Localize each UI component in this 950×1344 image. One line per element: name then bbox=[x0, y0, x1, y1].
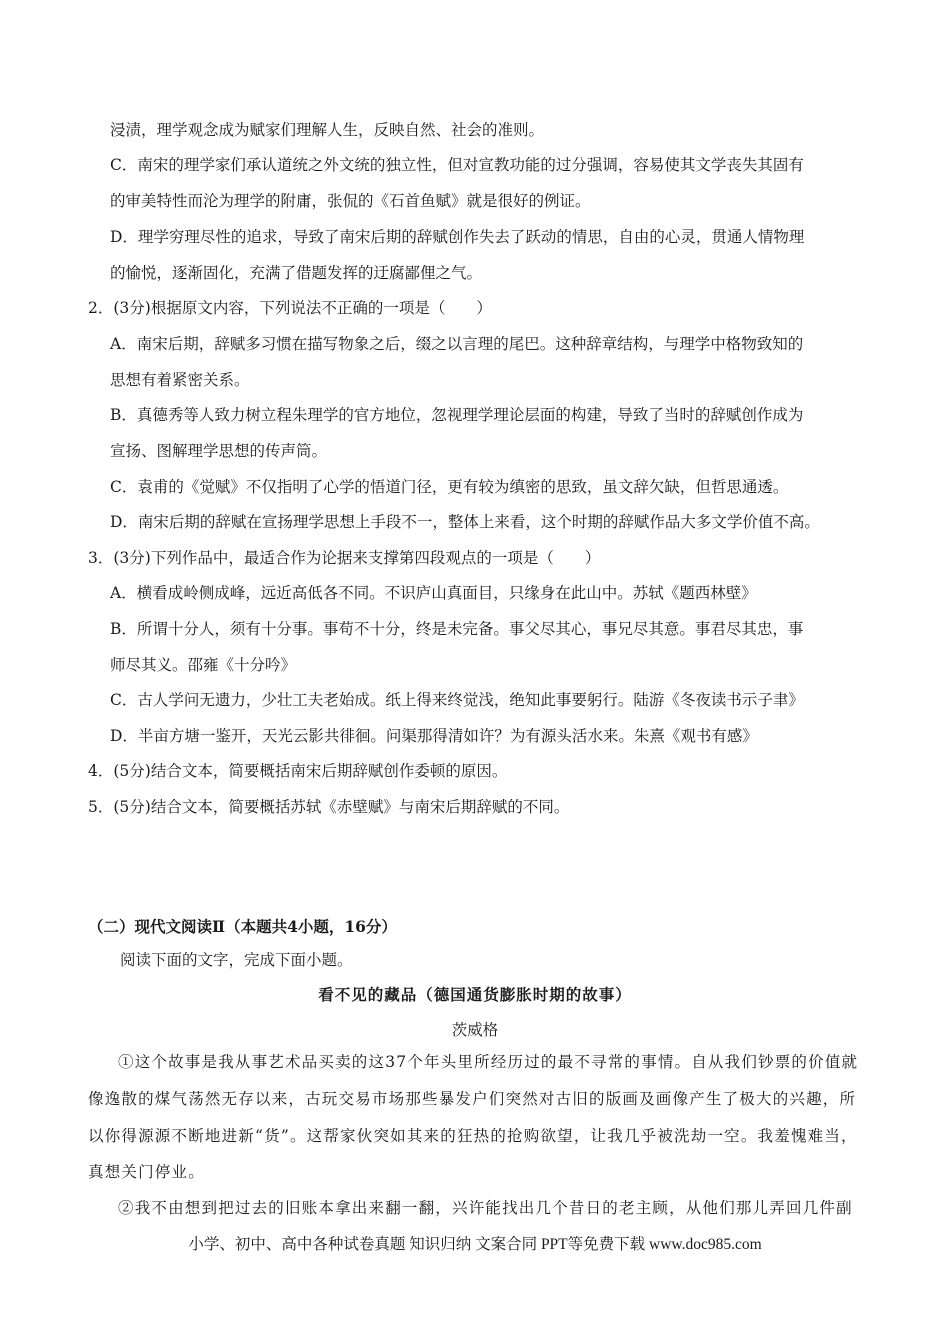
q1-option-c: C．南宋的理学家们承认道统之外文统的独立性，但对宣教功能的过分强调，容易使其文学丧失其固有 bbox=[110, 156, 804, 174]
paragraph-1-line-3: 以你得源源不断地进新“货”。这帮家伙突如其来的狂热的抢购欲望，让我几乎被洗劫一空。我羞愧难当， bbox=[88, 1127, 858, 1145]
q2-option-d: D．南宋后期的辞赋在宣扬理学思想上手段不一，整体上来看，这个时期的辞赋作品大多文学价值不高。 bbox=[110, 513, 820, 531]
q1-option-d: D．理学穷理尽性的追求，导致了南宋后期的辞赋创作失去了跃动的情思，自由的心灵，贯通人情物理 bbox=[110, 228, 805, 246]
q2-stem: 2．(3分)根据原文内容，下列说法不正确的一项是（ ） bbox=[88, 299, 492, 317]
q1-option-d-continuation: 的愉悦，逐渐固化，充满了借题发挥的迂腐鄙俚之气。 bbox=[110, 264, 483, 282]
q4-stem: 4．(5分)结合文本，简要概括南宋后期辞赋创作委顿的原因。 bbox=[88, 762, 508, 780]
story-title: 看不见的藏品（德国通货膨胀时期的故事） bbox=[318, 985, 632, 1004]
q3-option-b: B．所谓十分人，须有十分事。事苟不十分，终是未完备。事父尽其心，事兄尽其意。事君尽其忠，事 bbox=[110, 620, 804, 638]
paragraph-2-line-1: ②我不由想到把过去的旧账本拿出来翻一翻，兴许能找出几个昔日的老主顾，从他们那儿弄回几件副 bbox=[118, 1199, 853, 1217]
section-instruction: 阅读下面的文字，完成下面小题。 bbox=[120, 951, 353, 969]
q3-option-b-continuation: 师尽其义。邵雍《十分吟》 bbox=[110, 656, 297, 674]
story-author: 茨威格 bbox=[451, 1021, 499, 1039]
q3-option-c: C．古人学问无遗力，少壮工夫老始成。纸上得来终觉浅，绝知此事要躬行。陆游《冬夜读书示子聿》 bbox=[110, 691, 804, 709]
q2-option-b-continuation: 宣扬、图解理学思想的传声筒。 bbox=[110, 442, 328, 460]
q3-option-a: A．横看成岭侧成峰，远近高低各不同。不识庐山真面目，只缘身在此山中。苏轼《题西林壁》 bbox=[110, 584, 757, 602]
q3-option-d: D．半亩方塘一鉴开，天光云影共徘徊。问渠那得清如许？为有源头活水来。朱熹《观书有感》 bbox=[110, 727, 758, 745]
q3-stem: 3．(3分)下列作品中，最适合作为论据来支撑第四段观点的一项是（ ） bbox=[88, 549, 601, 567]
q5-stem: 5．(5分)结合文本，简要概括苏轼《赤壁赋》与南宋后期辞赋的不同。 bbox=[88, 798, 570, 816]
q1-option-b-continuation: 浸渍，理学观念成为赋家们理解人生，反映自然、社会的准则。 bbox=[110, 121, 545, 139]
paragraph-1-line-2: 像逸散的煤气荡然无存以来，古玩交易市场那些暴发户们突然对古旧的版画及画像产生了极大的兴趣，所 bbox=[88, 1090, 857, 1108]
q2-option-c: C．袁甫的《觉赋》不仅指明了心学的悟道门径，更有较为缜密的思致，虽文辞欠缺，但哲思通透。 bbox=[110, 478, 789, 496]
q1-option-c-continuation: 的审美特性而沦为理学的附庸，张侃的《石首鱼赋》就是很好的例证。 bbox=[110, 192, 591, 210]
paragraph-1-line-1: ①这个故事是我从事艺术品买卖的这37个年头里所经历过的最不寻常的事情。自从我们钞票的价值就 bbox=[118, 1053, 859, 1071]
paragraph-1-line-4: 真想关门停业。 bbox=[88, 1163, 205, 1181]
q2-option-a: A．南宋后期，辞赋多习惯在描写物象之后，缀之以言理的尾巴。这种辞章结构，与理学中格物致知的 bbox=[110, 335, 804, 353]
q2-option-a-continuation: 思想有着紧密关系。 bbox=[110, 371, 250, 389]
q2-option-b: B．真德秀等人致力树立程朱理学的官方地位，忽视理学理论层面的构建，导致了当时的辞赋创作成为 bbox=[110, 406, 804, 424]
section-title: （二）现代文阅读Ⅱ（本题共4小题，16分） bbox=[88, 917, 397, 936]
page-footer: 小学、初中、高中各种试卷真题 知识归纳 文案合同 PPT等免费下载 www.doc985.com bbox=[188, 1236, 762, 1253]
